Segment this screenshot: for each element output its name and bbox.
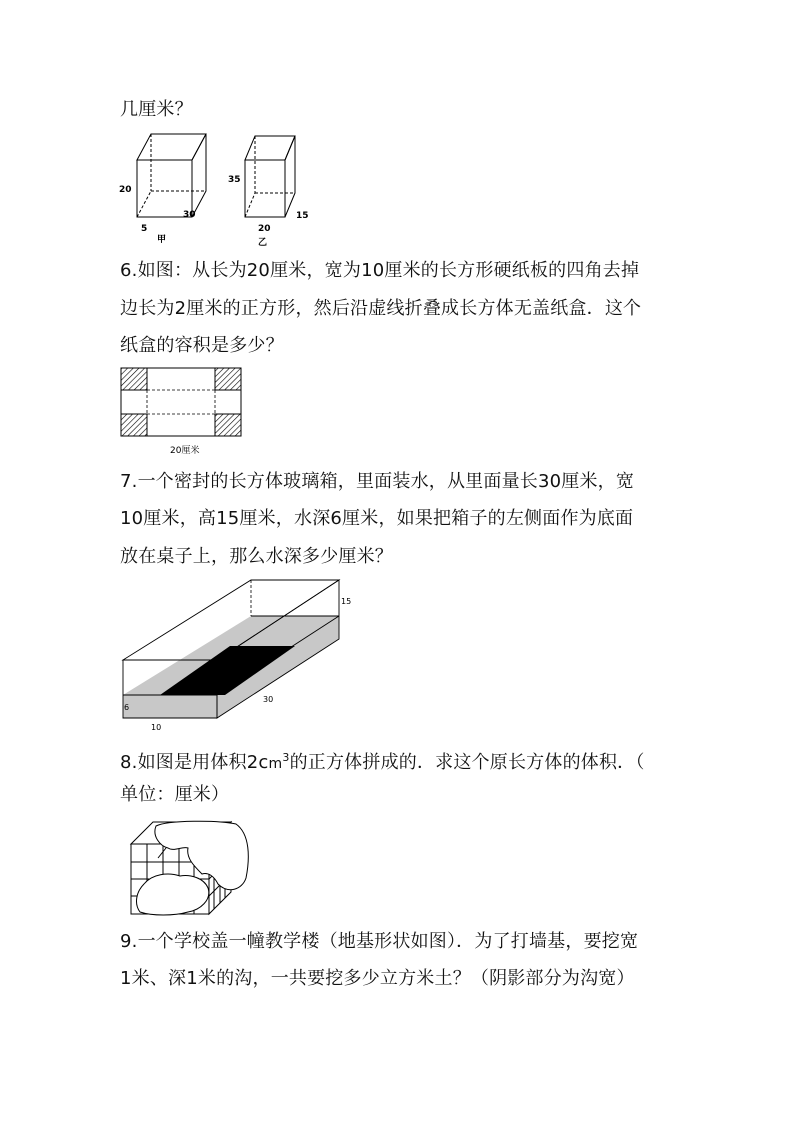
figure-8-cube-stack: [128, 818, 254, 920]
question-6-line-2: 边长为2厘米的正方形，然后沿虚线折叠成长方体无盖纸盒．这个: [120, 298, 642, 319]
figure-5-cuboids: [115, 130, 315, 250]
jia-name-label: 甲: [157, 235, 167, 245]
question-6-line-1: 6.如图：从长为20厘米，宽为10厘米的长方形硬纸板的四角去掉: [120, 260, 640, 281]
tank-height-label: 15: [341, 597, 352, 606]
question-6-line-3: 纸盒的容积是多少？: [120, 335, 284, 356]
yi-height-label: 35: [228, 175, 241, 185]
q8-text-a: 8.如图是用体积2c: [120, 752, 269, 773]
q8-unit-sup: 3: [282, 751, 290, 764]
question-5-tail: 几厘米？: [120, 99, 193, 120]
tank-width-label: 10: [151, 723, 162, 732]
tank-length-label: 30: [263, 695, 274, 704]
q8-unit-m: m: [268, 756, 283, 772]
question-9-line-1: 9.一个学校盖一幢教学楼（地基形状如图）．为了打墙基，要挖宽: [120, 931, 639, 952]
water-depth-label: 6: [124, 703, 130, 712]
question-8-line-1: [120, 746, 645, 776]
q8-text-c: 的正方体拼成的．求这个原长方体的体积．（: [289, 752, 645, 773]
figure-6-cardboard: [118, 366, 248, 458]
question-8-line-2: 单位：厘米）: [120, 784, 230, 805]
yi-width-label: 15: [296, 211, 309, 221]
jia-width-label: 5: [141, 224, 148, 234]
jia-height-label: 20: [119, 185, 132, 195]
yi-name-label: 乙: [258, 238, 268, 248]
question-7-line-3: 放在桌子上，那么水深多少厘米？: [120, 546, 393, 567]
jia-length-label: 30: [183, 210, 196, 220]
question-7-line-1: 7.一个密封的长方体玻璃箱，里面装水，从里面量长30厘米，宽: [120, 471, 635, 492]
figure-7-glass-tank: [115, 576, 365, 736]
yi-length-label: 20: [258, 224, 271, 234]
cardboard-length-label: 20厘米: [170, 446, 200, 456]
question-7-line-2: 10厘米，高15厘米，水深6厘米，如果把箱子的左侧面作为底面: [120, 508, 634, 529]
question-9-line-2: 1米、深1米的沟，一共要挖多少立方米土？（阴影部分为沟宽）: [120, 968, 635, 989]
